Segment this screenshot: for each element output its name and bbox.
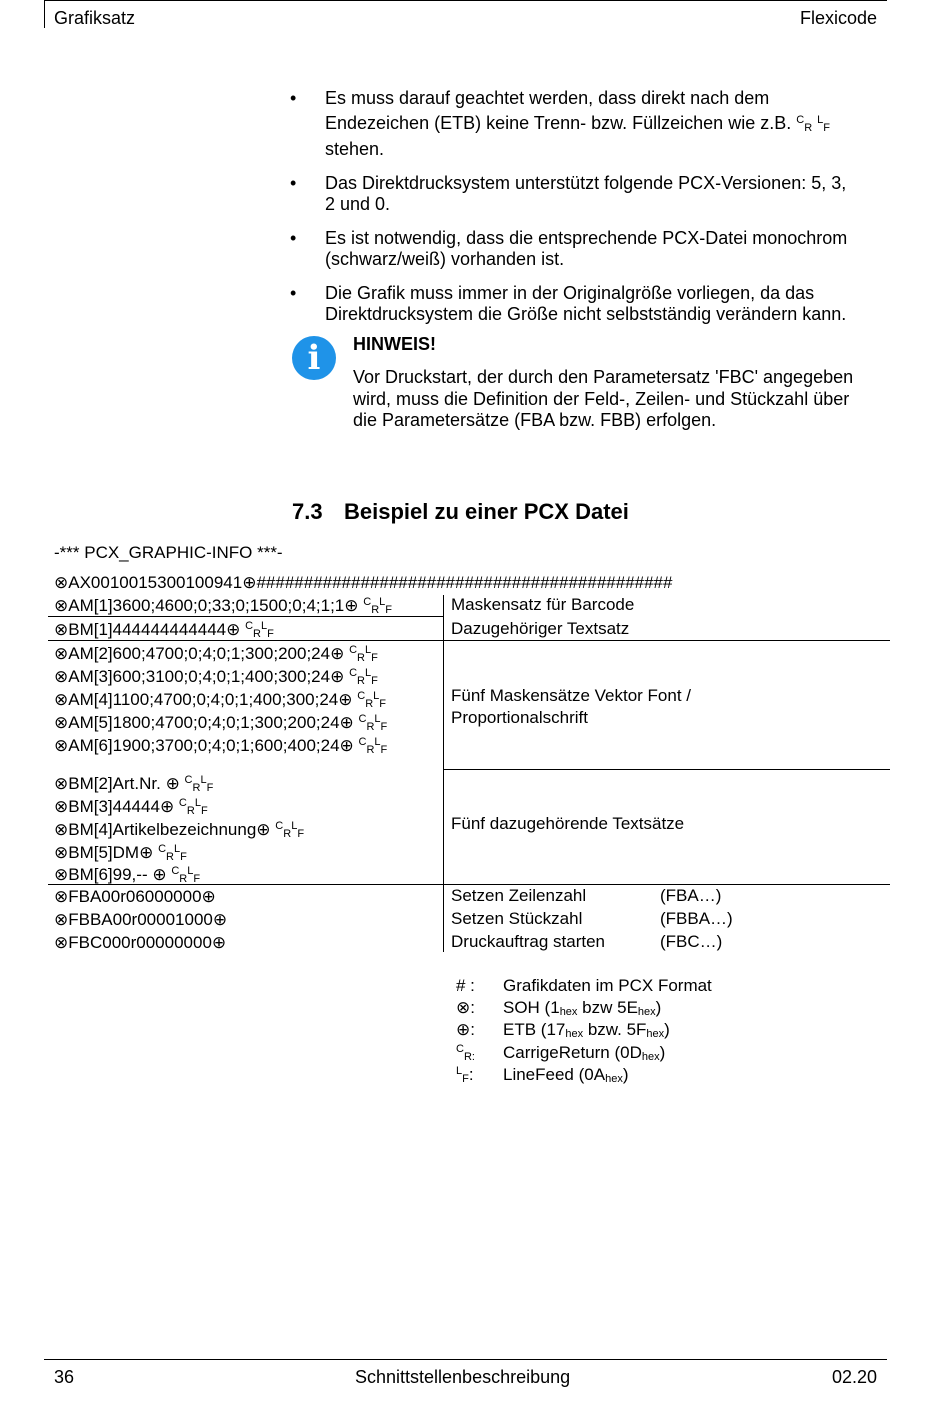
desc-druckauftrag-code: (FBC…) — [660, 932, 723, 951]
table-column-rule — [443, 595, 444, 952]
bullet-item: • Das Direktdrucksystem unterstützt folgende PCX-Versionen: 5, 3, 2 und 0. — [290, 172, 847, 214]
note-text: Vor Druckstart, der durch den Parametersatz 'FBC' angegeben wird, muss die Definition der Feld-, Zeilen- und Stückzahl über die Parametersätze (FBA bzw. FBB) erfolgen. — [353, 367, 854, 430]
code-line: ⊗AM[2]600;4700;0;4;0;1;300;200;24⊕ $^CR^LF$ — [54, 644, 378, 664]
section-heading — [292, 499, 629, 525]
section-title: Beispiel zu einer PCX Datei — [344, 499, 629, 524]
legend-soh-symbol: ⊗: — [456, 998, 475, 1017]
code-line: ⊗FBC000r00000000⊕ — [54, 933, 227, 952]
desc-masken-barcode: Maskensatz für Barcode — [451, 595, 635, 614]
table-rule — [48, 616, 444, 617]
legend-etb-text: ETB (17hex bzw. 5Fhex) — [503, 1020, 670, 1040]
code-line: ⊗FBBA00r00001000⊕ — [54, 910, 228, 929]
footer-rule — [44, 1359, 887, 1360]
bullet-item: • Es ist notwendig, dass die entsprechende PCX-Datei monochrom (schwarz/weiß) vorhanden ist. — [290, 227, 848, 269]
bullet-dot: • — [290, 88, 297, 108]
footer-title: Schnittstellenbeschreibung — [355, 1367, 571, 1387]
bullet-item: • Die Grafik muss immer in der Originalgröße vorliegen, da das Direktdrucksystem die Größe nicht selbstständig verändern kann. — [290, 282, 847, 324]
bullet-item: • Es muss darauf geachtet werden, dass direkt nach dem Endezeichen (ETB) keine Trenn- bzw. Füllzeichen wie z.B. $^C$R $^L$F stehen. — [290, 88, 831, 159]
desc-stueckzahl: Setzen Stückzahl — [451, 909, 583, 928]
bullet-dot: • — [290, 172, 297, 193]
desc-druckauftrag: Druckauftrag starten — [451, 932, 606, 951]
desc-fuenf-text: Fünf dazugehörende Textsätze — [451, 814, 685, 833]
legend-hash-symbol: # : — [456, 976, 475, 995]
note-title: HINWEIS! — [353, 334, 436, 354]
info-icon: i — [292, 336, 336, 380]
desc-zeilenzahl-code: (FBA…) — [660, 886, 722, 905]
legend-cr-text: CarrigeReturn (0Dhex) — [503, 1043, 666, 1063]
desc-stueckzahl-code: (FBBA…) — [660, 909, 733, 928]
code-line: ⊗BM[1]444444444444⊕ $^CR^LF$ — [54, 620, 274, 640]
legend-hash-text: Grafikdaten im PCX Format — [503, 976, 712, 995]
bullet-dot: • — [290, 282, 297, 303]
code-line: ⊗BM[5]DM⊕ $^CR^LF$ — [54, 843, 187, 863]
bullet-dot: • — [290, 227, 297, 248]
section-number: 7.3 — [292, 499, 323, 524]
code-line: ⊗BM[2]Art.Nr. ⊕ $^CR^LF$ — [54, 774, 214, 794]
code-ax-line: ⊗AX0010015300100941⊕############################################ — [54, 573, 673, 592]
code-line: ⊗BM[3]44444⊕ $^CR^LF$ — [54, 797, 208, 817]
code-line: ⊗BM[6]99,-- ⊕ $^CR^LF$ — [54, 865, 201, 885]
legend-soh-text: SOH (1hex bzw 5Ehex) — [503, 998, 662, 1018]
legend-lf-symbol: $^L$F: — [456, 1065, 474, 1085]
bullet-list — [290, 88, 880, 338]
lf-symbol: $^L$F — [817, 113, 831, 134]
desc-text-satz: Dazugehöriger Textsatz — [451, 619, 630, 638]
header-corner-rule — [44, 0, 45, 28]
desc-fuenf-masken: Fünf Maskensätze Vektor Font / Proportionalschrift — [451, 686, 692, 727]
code-line: ⊗FBA00r06000000⊕ — [54, 887, 216, 906]
footer-page-number: 36 — [54, 1367, 75, 1387]
header-left: Grafiksatz — [54, 8, 136, 28]
code-line: ⊗AM[1]3600;4600;0;33;0;1500;0;4;1;1⊕ $^CR^LF$ — [54, 596, 393, 616]
code-line: ⊗AM[6]1900;3700;0;4;0;1;600;400;24⊕ $^CR^LF$ — [54, 736, 388, 756]
legend-lf-text: LineFeed (0Ahex) — [503, 1065, 629, 1085]
footer-date: 02.20 — [831, 1367, 877, 1387]
code-line: ⊗BM[4]Artikelbezeichnung⊕ $^CR^LF$ — [54, 820, 305, 840]
code-line: ⊗AM[4]1100;4700;0;4;0;1;400;300;24⊕ $^CR^LF$ — [54, 690, 387, 710]
table-rule — [444, 769, 890, 770]
header-right: Flexicode — [799, 8, 877, 28]
legend-cr-symbol: $^C$R: — [456, 1043, 475, 1063]
cr-symbol: $^C$R — [796, 113, 813, 134]
legend-etb-symbol: ⊕: — [456, 1020, 475, 1039]
code-line: ⊗AM[3]600;3100;0;4;0;1;400;300;24⊕ $^CR^LF$ — [54, 667, 378, 687]
code-line: ⊗AM[5]1800;4700;0;4;0;1;300;200;24⊕ $^CR^LF$ — [54, 713, 388, 733]
table-rule — [48, 640, 890, 641]
desc-zeilenzahl: Setzen Zeilenzahl — [451, 886, 587, 905]
header-rule — [44, 0, 887, 1]
code-info-line: -*** PCX_GRAPHIC-INFO ***- — [54, 543, 283, 562]
